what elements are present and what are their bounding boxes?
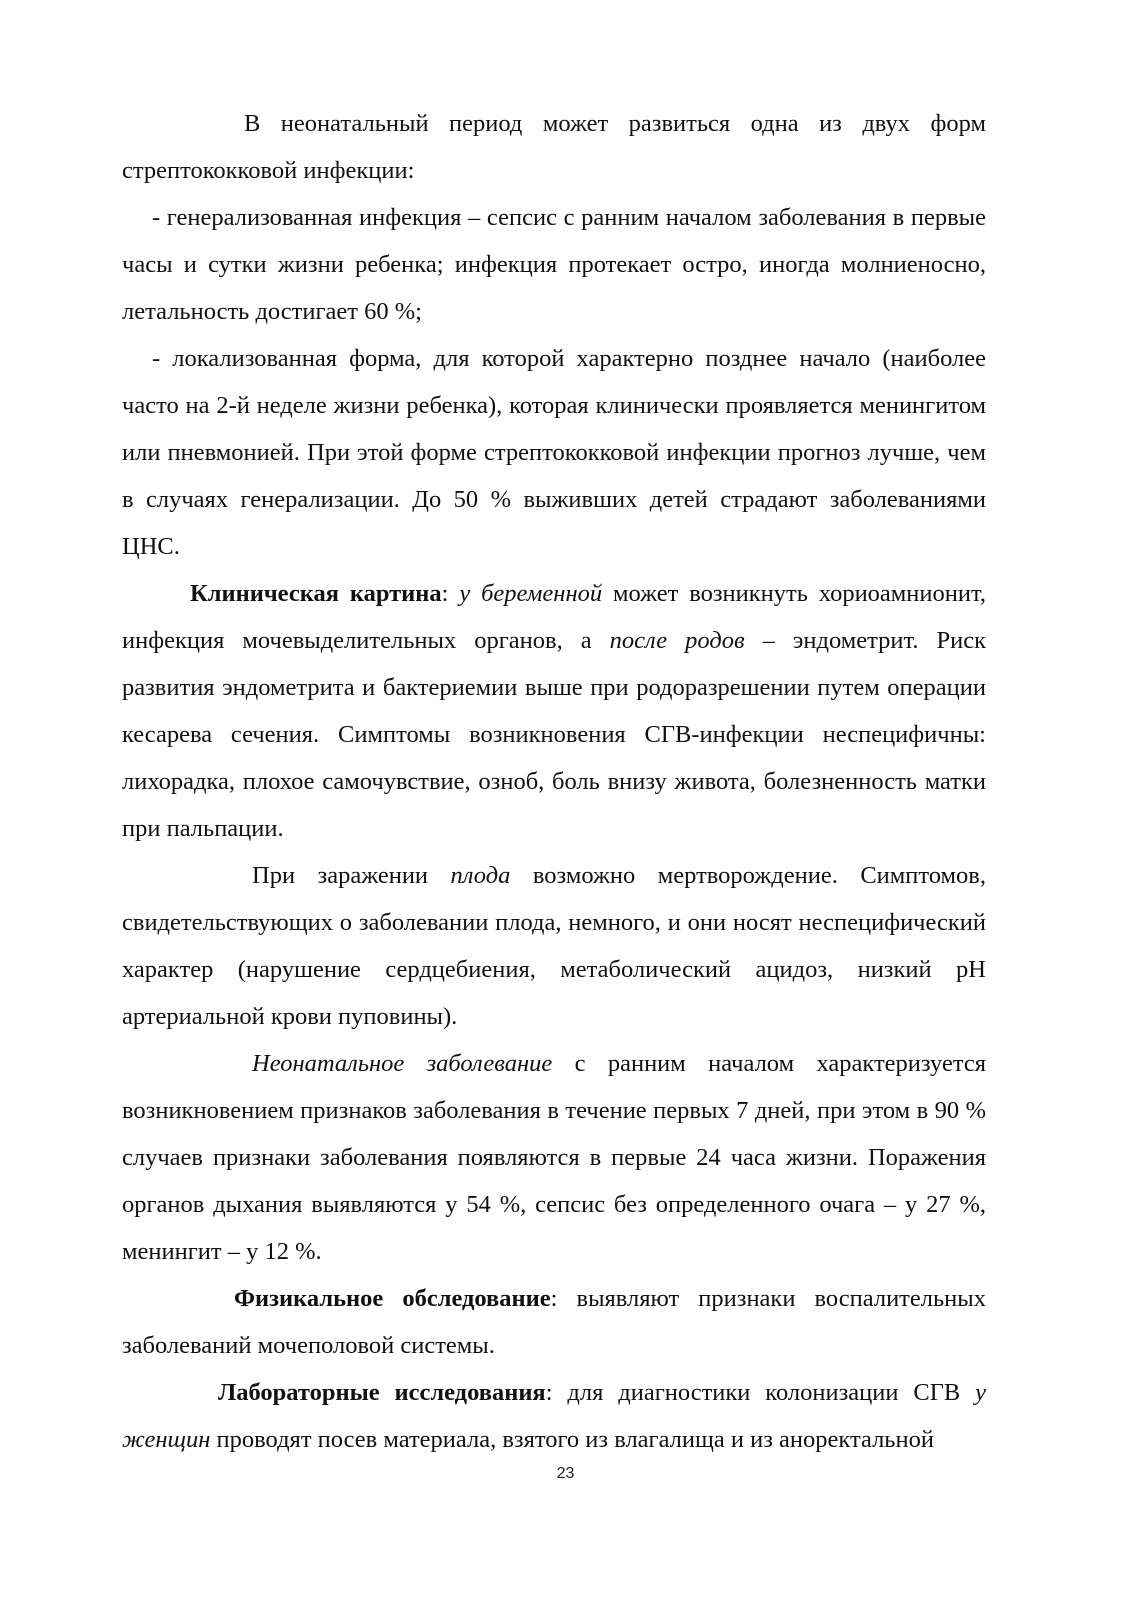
paragraph-lab-tests (122, 1369, 986, 1463)
text-segment: : для диагностики колонизации СГВ (545, 1379, 976, 1406)
italic-pregnant: у беременной (459, 580, 603, 607)
paragraph-physical-exam (122, 1275, 986, 1369)
text-segment: – эндометрит. Риск развития эндометрита и бактериемии выше при родоразрешении путем операции кесарева сечения. Симптомы возникновения СГВ-инфекции неспецифичны: лихорадка, плохое самочувствие, озноб, боль внизу живота, болезненность матки при пальпации. (122, 627, 987, 842)
paragraph-neonatal-disease (122, 1040, 986, 1275)
text-segment: может возникнуть хориоамнионит, инфекция мочевыделительных органов, а (122, 580, 986, 654)
text-segment: с ранним началом характеризуется возникновением признаков заболевания в течение первых 7 дней, при этом в 90 % случаев признаки заболевания появляются в первые 24 часа жизни. Поражения органов дыхания выявляются у 54 %, сепсис без определенного очага – у 27 %, менингит – у 12 %. (122, 1050, 986, 1265)
paragraph-fetus-infection (122, 852, 986, 1040)
text-segment: возможно мертворождение. Симптомов, свидетельствующих о заболевании плода, немного, и они носят неспецифический характер (нарушение сердцебиения, метаболический ацидоз, низкий pH артериальной крови пуповины). (122, 862, 986, 1030)
heading-lab-tests: Лабораторные исследования (218, 1379, 546, 1406)
text-segment: : выявляют признаки воспалительных заболеваний мочеполовой системы. (122, 1285, 986, 1359)
italic-fetus: плода (450, 862, 511, 889)
paragraph-clinical-picture (122, 570, 986, 852)
heading-clinical-picture: Клиническая картина (190, 580, 442, 607)
italic-women: у женщин (122, 1379, 986, 1453)
page-number: 23 (556, 1465, 575, 1482)
document-body (122, 100, 986, 1463)
text-segment: При заражении (252, 862, 451, 889)
text-segment: проводят посев материала, взятого из влагалища и из аноректальной (210, 1426, 934, 1453)
paragraph-intro: В неонатальный период может развиться одна из двух форм стрептококковой инфекции: (122, 110, 986, 184)
paragraph-localized-form: - локализованная форма, для которой характерно позднее начало (наиболее часто на 2-й неделе жизни ребенка), которая клинически проявляется менингитом или пневмонией. При этой форме стрептококковой инфекции прогноз лучше, чем в случаях генерализации. До 50 % выживших детей страдают заболеваниями ЦНС. (122, 345, 986, 560)
italic-after-birth: после родов (609, 627, 745, 654)
paragraph-generalized-form: - генерализованная инфекция – сепсис с ранним началом заболевания в первые часы и сутки жизни ребенка; инфекция протекает остро, иногда молниеносно, летальность достигает 60 %; (122, 204, 986, 325)
text-segment: : (441, 580, 460, 607)
heading-physical-exam: Физикальное обследование (234, 1285, 551, 1312)
italic-neonatal-disease: Неонатальное заболевание (252, 1050, 553, 1077)
